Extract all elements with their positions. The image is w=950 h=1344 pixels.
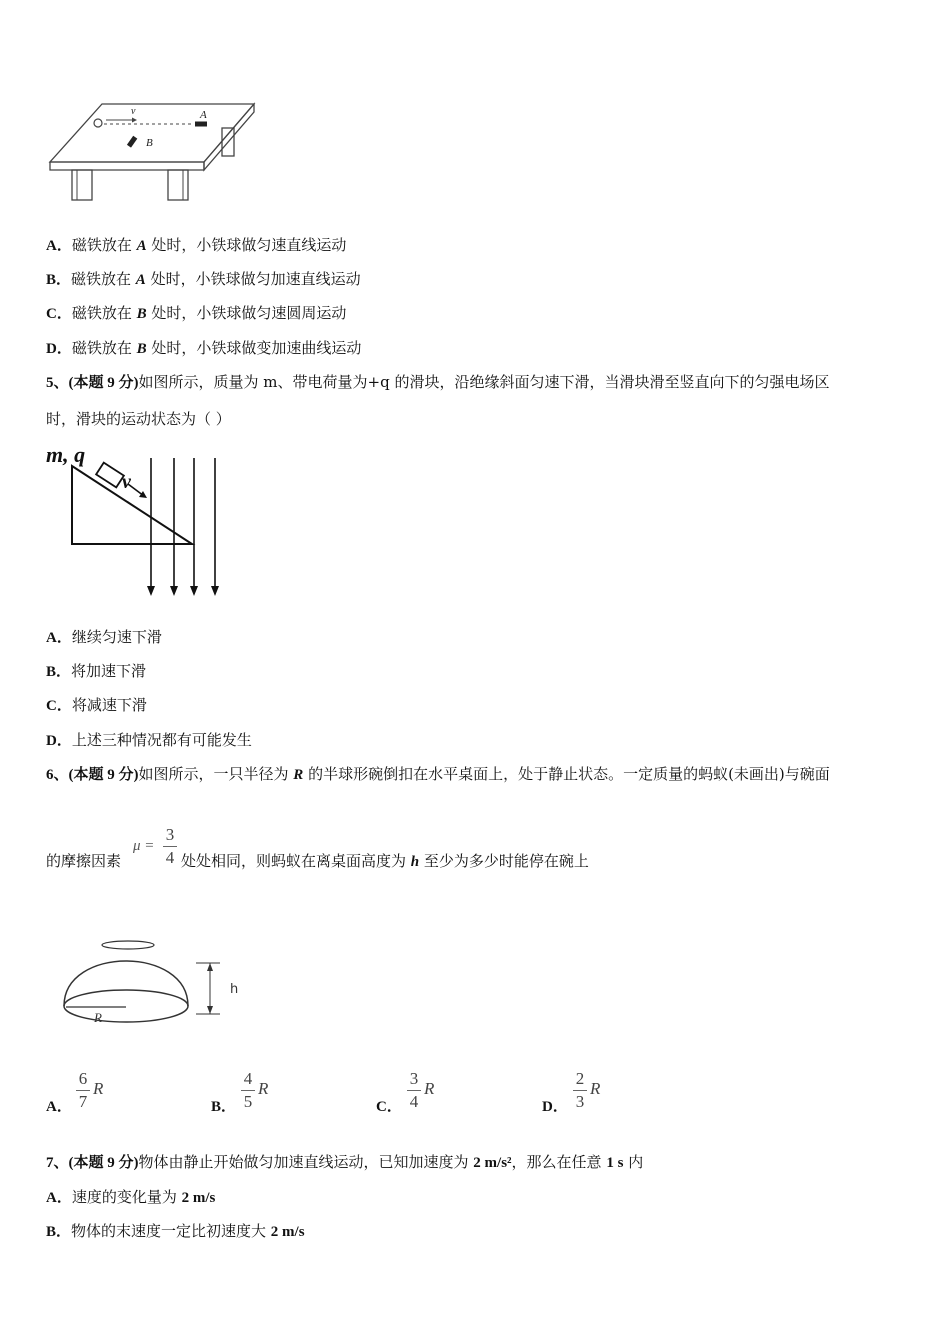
q7-option-a[interactable]: A．速度的变化量为 2 m/s bbox=[46, 1188, 216, 1206]
q5-option-c[interactable]: C．将减速下滑 bbox=[46, 696, 147, 714]
q6-stem-line2-post: 处处相同，则蚂蚁在离桌面高度为 h 至少为多少时能停在碗上 bbox=[181, 852, 589, 870]
q4-option-b[interactable]: B．磁铁放在 A 处时，小铁球做匀加速直线运动 bbox=[46, 270, 361, 288]
q5-stem-line2: 时，滑块的运动状态为（ ） bbox=[46, 410, 231, 428]
q6-answer-c-fraction: 3 4 bbox=[407, 1069, 421, 1112]
magnet-a bbox=[195, 122, 207, 127]
q7-option-b[interactable]: B．物体的末速度一定比初速度大 2 m/s bbox=[46, 1222, 305, 1240]
q6-answer-a-unit: R bbox=[93, 1079, 104, 1098]
q6-answer-d-letter[interactable]: D． bbox=[542, 1099, 568, 1115]
q6-answer-a-fraction: 6 7 bbox=[76, 1069, 90, 1112]
q6-stem-line2-pre: 的摩擦因素 bbox=[46, 852, 122, 870]
q6-stem-line1: 6、(本题 9 分)如图所示，一只半径为 R 的半球形碗倒扣在水平桌面上，处于静止状态。一定质量的蚂蚁(未画出)与碗面 bbox=[46, 765, 830, 783]
q4-option-a[interactable]: A．磁铁放在 A 处时，小铁球做匀速直线运动 bbox=[46, 236, 347, 254]
incline-figure bbox=[44, 440, 234, 602]
q4-option-c[interactable]: C．磁铁放在 B 处时，小铁球做匀速圆周运动 bbox=[46, 304, 347, 322]
q6-answer-b-letter[interactable]: B． bbox=[211, 1099, 237, 1115]
label-b: B bbox=[146, 137, 153, 149]
magnet-b bbox=[127, 136, 137, 148]
q5-option-a[interactable]: A．继续匀速下滑 bbox=[46, 628, 162, 646]
q6-answer-a-letter[interactable]: A． bbox=[46, 1099, 72, 1115]
q7-stem: 7、(本题 9 分)物体由静止开始做匀加速直线运动，已知加速度为 2 m/s²，那么在任意 1 s 内 bbox=[46, 1153, 644, 1171]
label-r: R bbox=[94, 1010, 102, 1025]
label-v: v bbox=[131, 106, 136, 117]
q4-option-d[interactable]: D．磁铁放在 B 处时，小铁球做变加速曲线运动 bbox=[46, 339, 362, 357]
label-v: v bbox=[122, 471, 131, 493]
q6-answer-b-unit: R bbox=[258, 1079, 269, 1098]
q6-answer-b-fraction: 4 5 bbox=[241, 1069, 255, 1112]
q5-option-b[interactable]: B．将加速下滑 bbox=[46, 662, 147, 680]
label-h: h bbox=[230, 982, 239, 997]
label-m-q: m, q bbox=[46, 442, 86, 467]
q6-answer-c-unit: R bbox=[424, 1079, 435, 1098]
mu-fraction: 3 4 bbox=[163, 825, 177, 868]
mu-symbol: μ = bbox=[133, 838, 155, 854]
q5-option-d[interactable]: D．上述三种情况都有可能发生 bbox=[46, 731, 252, 749]
q6-answer-c-letter[interactable]: C． bbox=[376, 1099, 402, 1115]
bowl-figure bbox=[60, 936, 250, 1032]
table-figure bbox=[46, 98, 258, 204]
iron-ball bbox=[94, 119, 102, 127]
label-a: A bbox=[200, 109, 207, 121]
q5-stem-line1: 5、(本题 9 分)如图所示，质量为 m、带电荷量为+q 的滑块，沿绝缘斜面匀速下滑，当滑块滑至竖直向下的匀强电场区 bbox=[46, 373, 830, 391]
q6-answer-d-unit: R bbox=[590, 1079, 601, 1098]
q6-answer-d-fraction: 2 3 bbox=[573, 1069, 587, 1112]
